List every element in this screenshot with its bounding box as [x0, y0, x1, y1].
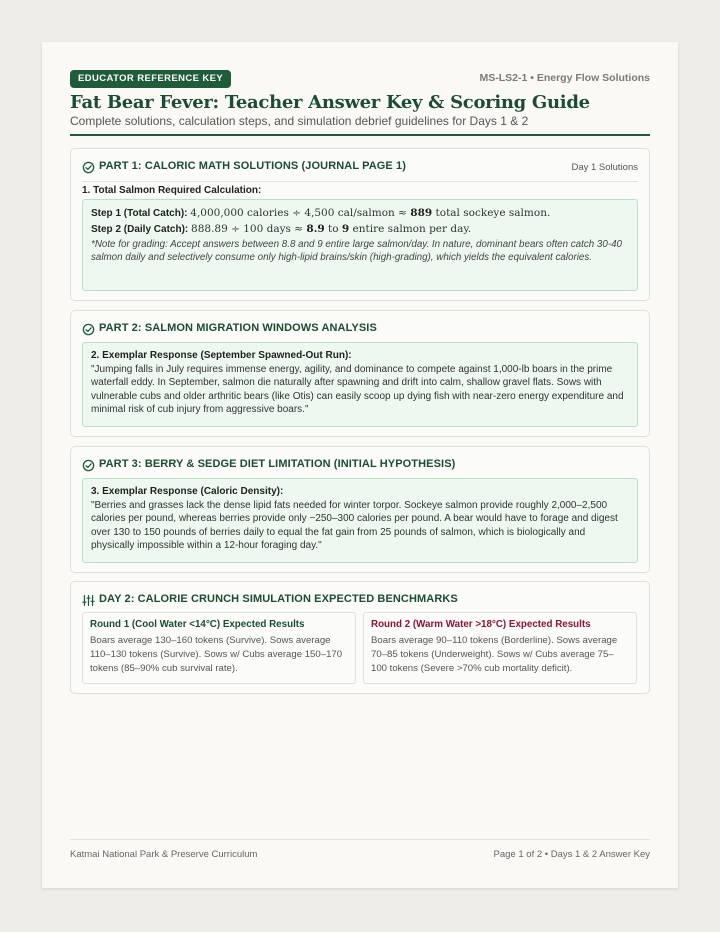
part1-answer-box [82, 199, 638, 291]
step2-math [191, 223, 471, 235]
step1-expr: 4,000,000 calories ÷ 4,500 cal/salmon ≈ [190, 207, 411, 219]
step1-result: 889 [410, 207, 433, 219]
grading-note: *Note for grading: Accept answers between 8.8 and 9 entire large salmon/day. In nature, dominant bears often catch 30-40 salmon daily and selectively consume only high-lipid brains/skin (high-grading), which yields the equivalent calories. [91, 239, 622, 264]
part1-divider [82, 181, 638, 182]
part1-card [70, 148, 650, 301]
step1-math [190, 207, 550, 219]
standard-label: MS-LS2-1 • Energy Flow Solutions [479, 72, 650, 84]
step2-unit: entire salmon per day. [349, 222, 472, 235]
educator-badge: EDUCATOR REFERENCE KEY [70, 70, 231, 88]
round1-box [82, 612, 356, 684]
round2-title: Round 2 (Warm Water >18°C) Expected Results [371, 619, 591, 630]
page-title: Fat Bear Fever: Teacher Answer Key & Scoring Guide [70, 92, 590, 113]
part1-question: 1. Total Salmon Required Calculation: [82, 185, 262, 196]
step2-expr: 888.89 ÷ 100 days ≈ [191, 222, 307, 235]
check-circle-icon [82, 459, 95, 472]
part2-answer: "Jumping falls in July requires immense energy, agility, and dominance to compete against 1,000-lb boars in the prime waterfall eddy. In September, salmon die naturally after spawning and drift into calm, shallow gravel flats. Sows with vulnerable cubs and older arthritic bears (like Otis) can easily scoop up dying fish with near-zero energy expenditure and minimal risk of cub injury from aggressive boars." [91, 363, 624, 415]
step1-line [91, 206, 629, 221]
check-circle-icon [82, 323, 95, 336]
step2-result-low: 8.9 [306, 222, 325, 235]
footer-curriculum: Katmai National Park & Preserve Curriculum [70, 849, 258, 860]
footer-rule [70, 839, 650, 840]
step1-label: Step 1 (Total Catch): [91, 208, 188, 219]
part3-answer: "Berries and grasses lack the dense lipid fats needed for winter torpor. Sockeye salmon provide roughly 2,000–2,500 calories per pound, whereas berries provide only ~250–300 calories per pound. A bear would have to forage and digest over 130 to 150 pounds of berries daily to equal the fat gain from 25 pounds of salmon, which is biologically and physically impossible within a 12-hour foraging day." [91, 499, 618, 551]
step2-label: Step 2 (Daily Catch): [91, 223, 189, 235]
part2-card [70, 310, 650, 437]
check-circle-icon [82, 161, 95, 174]
part1-header [82, 159, 638, 177]
round1-body: Boars average 130–160 tokens (Survive). Sows average 110–130 tokens (Survive). Sows w/ Cubs average 150–170 tokens (85–90% cub survival rate). [90, 635, 343, 675]
round2-box [363, 612, 637, 684]
step2-to: to [324, 222, 342, 235]
part1-title: PART 1: CALORIC MATH SOLUTIONS (JOURNAL PAGE 1) [99, 160, 407, 172]
header-top [70, 70, 650, 88]
sliders-icon [82, 594, 95, 607]
step2-line [91, 222, 629, 237]
day2-header [82, 592, 638, 610]
day2-title: DAY 2: CALORIE CRUNCH SIMULATION EXPECTED BENCHMARKS [99, 593, 458, 605]
step1-unit: total sockeye salmon. [432, 207, 551, 219]
part2-header [82, 321, 638, 339]
page-subtitle: Complete solutions, calculation steps, and simulation debrief guidelines for Days 1 & 2 [70, 114, 529, 128]
part3-question: 3. Exemplar Response (Caloric Density): [91, 486, 284, 497]
part1-tag: Day 1 Solutions [571, 162, 638, 173]
day2-card [70, 581, 650, 694]
part3-card [70, 446, 650, 573]
round2-body: Boars average 90–110 tokens (Borderline). Sows average 70–85 tokens (Underweight). Sows w/ Cubs average 75–100 tokens (Severe >70% cub mortality deficit). [371, 635, 618, 675]
part2-question: 2. Exemplar Response (September Spawned-Out Run): [91, 350, 352, 361]
footer-page-number: Page 1 of 2 • Days 1 & 2 Answer Key [493, 849, 650, 860]
part2-answer-box [82, 342, 638, 427]
part2-title: PART 2: SALMON MIGRATION WINDOWS ANALYSIS [99, 322, 377, 334]
part3-title: PART 3: BERRY & SEDGE DIET LIMITATION (INITIAL HYPOTHESIS) [99, 458, 456, 470]
step2-result-high: 9 [341, 222, 350, 235]
round1-title: Round 1 (Cool Water <14°C) Expected Results [90, 619, 305, 630]
part3-answer-box [82, 478, 638, 563]
header-rule [70, 134, 650, 136]
part3-header [82, 457, 638, 475]
answer-key-page [42, 42, 678, 888]
